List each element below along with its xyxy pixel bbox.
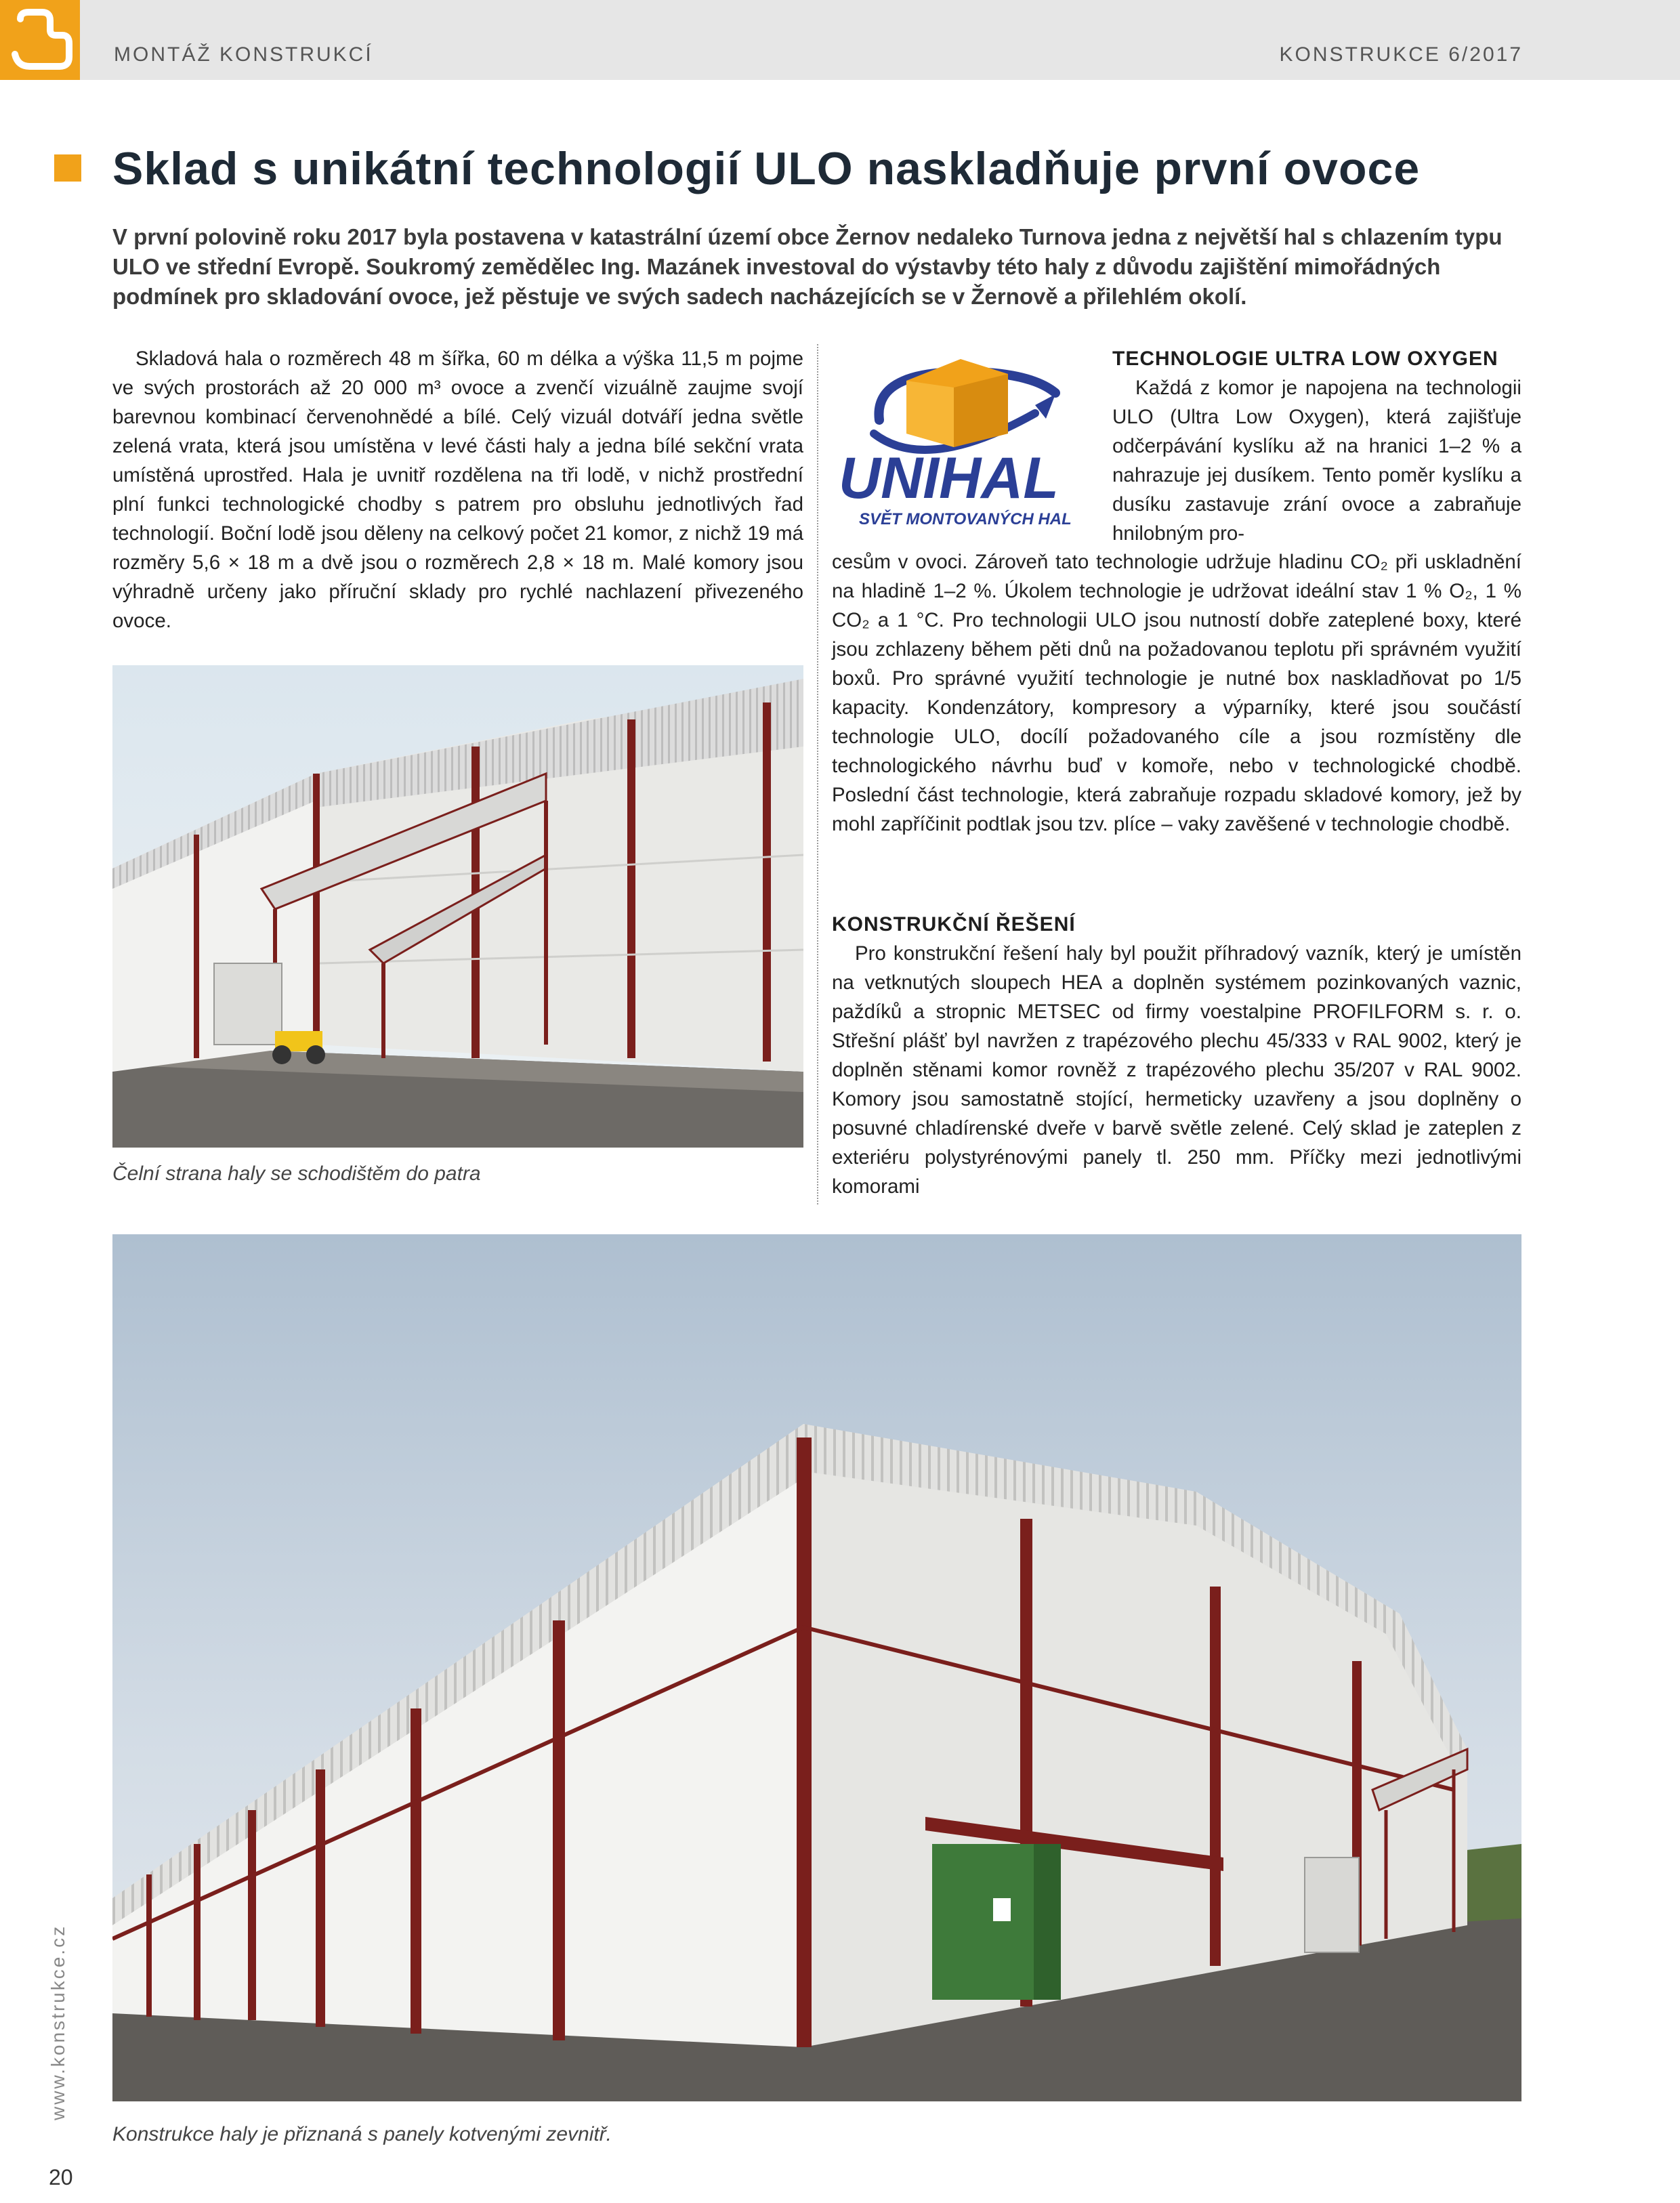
tech-column-top xyxy=(1112,344,1521,548)
caption-photo-2: Konstrukce haly je přiznaná s panely kotvenými zevnitř. xyxy=(112,2123,612,2145)
photo-hall-corner xyxy=(112,1234,1521,2101)
article-lead: V první polovině roku 2017 byla postavena v katastrální území obce Žernov nedaleko Turnova jedna z největší hal s chlazením typu ULO ve střední Evropě. Soukromý zemědělec Ing. Mazánek investoval do výstavby této haly z důvodu zajištění mimořádných podmínek pro skladování ovoce, jež pěstuje ve svých sadech nacházejících se v Žernově a přilehlém okolí. xyxy=(112,224,1503,309)
issue-label: KONSTRUKCE 6/2017 xyxy=(1279,43,1523,66)
tech-text-part2: cesům v ovoci. Zároveň tato technologie udržuje hladinu CO₂ při uskladnění na hladině 1–2 %. Úkolem technologie je udržovat ideální stav 1 % O₂, 1 % CO₂ a 1 °C. Pro technologii ULO jsou nutností dobře zateplené boxy, které jsou zchlazeny během pěti dnů na požadovanou teplotu při správném využití boxů. Pro správné využití technologie je nutné box naskladňovat po 1/5 kapacity. Kondenzátory, kompresory a výparníky, které jsou součástí technologie ULO, docílí požadovaného cíle a jsou rozmístěny dle technologického návrhu buď v komoře, nebo v technologické chodbě. Poslední část technologie, která zabraňuje rozpadu skladové komory, jež by mohl zapříčinit podtlak jsou tzv. plíce – vaky zavěšené v technologie chodbě. xyxy=(832,551,1521,835)
construction-heading: KONSTRUKČNÍ ŘEŠENÍ xyxy=(832,913,1076,936)
section-label: MONTÁŽ KONSTRUKCÍ xyxy=(114,43,373,66)
tech-column-full xyxy=(832,547,1521,839)
unihal-tagline: SVĚT MONTOVANÝCH HAL xyxy=(859,510,1072,528)
magazine-logo-icon xyxy=(0,0,80,80)
page-number: 20 xyxy=(49,2165,73,2189)
tech-text-part1: Každá z komor je napojena na technologii ULO (Ultra Low Oxygen), která zajišťuje odčerpávání kyslíku až na hranici 1–2 % a nahrazuje jej dusíkem. Tento poměr kyslíku a dusíku zastavuje zrání ovoce a zabraňuje hnilobným pro- xyxy=(1112,377,1521,545)
column-divider xyxy=(817,344,818,1204)
unihal-logo xyxy=(832,339,1096,535)
title-marker xyxy=(54,154,81,182)
construction-text: Pro konstrukční řešení haly byl použit příhradový vazník, který je umístěn na vetknutých sloupech HEA a doplněn systémem pozinkovaných vaznic, paždíků a stropnic METSEC od firmy voestalpine PROFILFORM s. r. o. Střešní plášť byl navržen z trapézového plechu 45/333 v RAL 9002, který je doplněn stěnami komor rovněž z trapézového plechu 35/207 v RAL 9002. Komory jsou samostatně stojící, hermeticky uzavřeny a jsou doplněny o posuvné chladírenské dveře v barvě světle zelené. Celý sklad je zateplen z exteriéru polystyrénovými panely tl. 250 mm. Příčky mezi jednotlivými komorami xyxy=(832,942,1521,1198)
construction-column xyxy=(832,910,1521,1201)
article-title: Sklad s unikátní technologií ULO naskladňuje první ovoce xyxy=(112,143,1421,194)
unihal-wordmark: UNIHAL xyxy=(839,446,1059,511)
photo-hall-front-staircase xyxy=(112,665,803,1148)
header-bar xyxy=(0,0,1680,80)
website-url: www.konstrukce.cz xyxy=(47,1924,68,2120)
caption-photo-1: Čelní strana haly se schodištěm do patra xyxy=(112,1162,481,1185)
left-paragraph: Skladová hala o rozměrech 48 m šířka, 60 m délka a výška 11,5 m pojme ve svých prostorách až 20 000 m³ ovoce a zvenčí vizuálně zaujme svojí barevnou kombinací červenohnědé a bílé. Celý vizuál dotváří jedna světle zelená vrata, která jsou umístěna v levé části haly a jedna bílé sekční vrata umístěná uprostřed. Hala je uvnitř rozdělena na tři lodě, v nichž prostřední plní funkci technologické chodby s patrem pro obsluhu jednotlivých řad technologií. Boční lodě jsou děleny na celkový počet 21 komor, z nichž 19 má rozměry 5,6 × 18 m a dvě jsou o rozměrech 2,8 × 18 m. Malé komory jsou výhradně určeny jako příruční sklady pro rychlé nachlazení přivezeného ovoce. xyxy=(112,348,803,632)
tech-heading: TECHNOLOGIE ULTRA LOW OXYGEN xyxy=(1112,348,1498,370)
left-column xyxy=(112,344,803,635)
